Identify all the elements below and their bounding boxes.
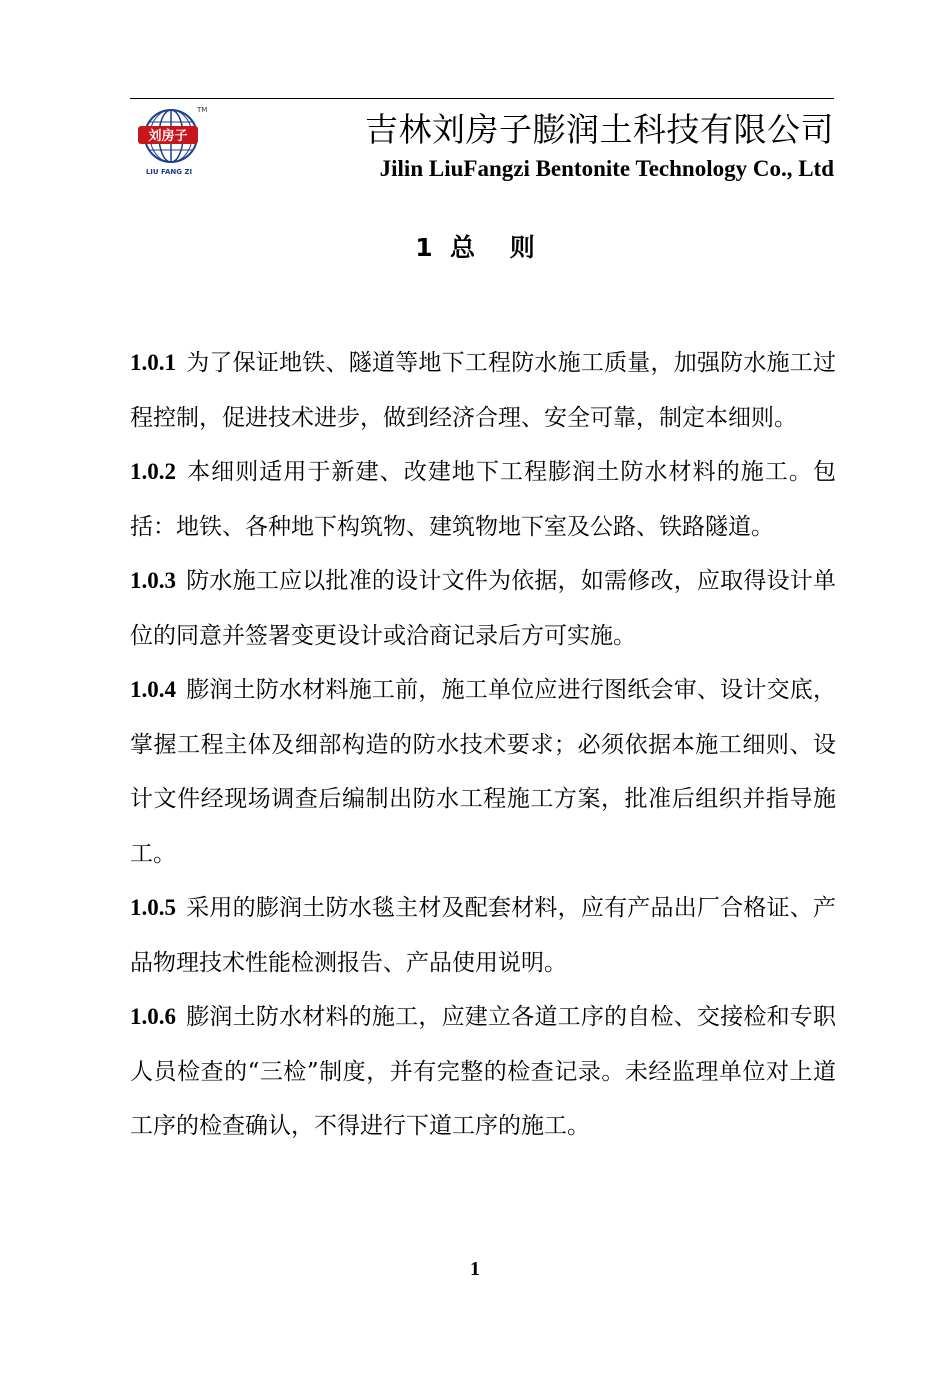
clause-paragraph <box>130 336 836 445</box>
clause-text: 本细则适用于新建、改建地下工程膨润土防水材料的施工。包括：地铁、各种地下构筑物、建筑物地下室及公路、铁路隧道。 <box>130 459 836 540</box>
clause-paragraph <box>130 990 836 1154</box>
logo-subtitle: LIU FANG ZI <box>145 168 193 176</box>
clause-number: 1.0.4 <box>130 677 176 702</box>
chapter-title: 1 总 则 <box>415 233 535 262</box>
company-logo <box>133 104 213 176</box>
clause-number: 1.0.6 <box>130 1004 176 1029</box>
clause-number: 1.0.3 <box>130 568 176 593</box>
clause-text: 防水施工应以批准的设计文件为依据，如需修改，应取得设计单位的同意并签署变更设计或洽商记录后方可实施。 <box>130 568 836 649</box>
clause-text: 采用的膨润土防水毯主材及配套材料，应有产品出厂合格证、产品物理技术性能检测报告、产品使用说明。 <box>130 895 836 976</box>
clause-number: 1.0.2 <box>130 459 176 484</box>
clause-number: 1.0.5 <box>130 895 176 920</box>
clause-text: 膨润土防水材料施工前，施工单位应进行图纸会审、设计交底，掌握工程主体及细部构造的防水技术要求；必须依据本施工细则、设计文件经现场调查后编制出防水工程施工方案，批准后组织并指导施工。 <box>130 677 836 867</box>
header-rule <box>130 98 834 99</box>
logo-badge-text: 刘房子 <box>148 129 188 144</box>
trademark-mark: TM <box>197 106 208 114</box>
clause-text: 为了保证地铁、隧道等地下工程防水施工质量，加强防水施工过程控制，促进技术进步，做到经济合理、安全可靠，制定本细则。 <box>130 350 836 431</box>
page-number: 1 <box>470 1258 480 1280</box>
document-body <box>130 336 836 1154</box>
clause-number: 1.0.1 <box>130 350 176 375</box>
clause-paragraph <box>130 881 836 990</box>
company-name-chinese: 吉林刘房子膨润土科技有限公司 <box>365 110 834 149</box>
clause-paragraph <box>130 445 836 554</box>
clause-text: 膨润土防水材料的施工，应建立各道工序的自检、交接检和专职人员检查的“三检”制度，并有完整的检查记录。未经监理单位对上道工序的检查确认，不得进行下道工序的施工。 <box>130 1004 836 1139</box>
clause-paragraph <box>130 554 836 663</box>
company-name-english: Jilin LiuFangzi Bentonite Technology Co., Ltd <box>379 156 834 181</box>
clause-paragraph <box>130 663 836 881</box>
